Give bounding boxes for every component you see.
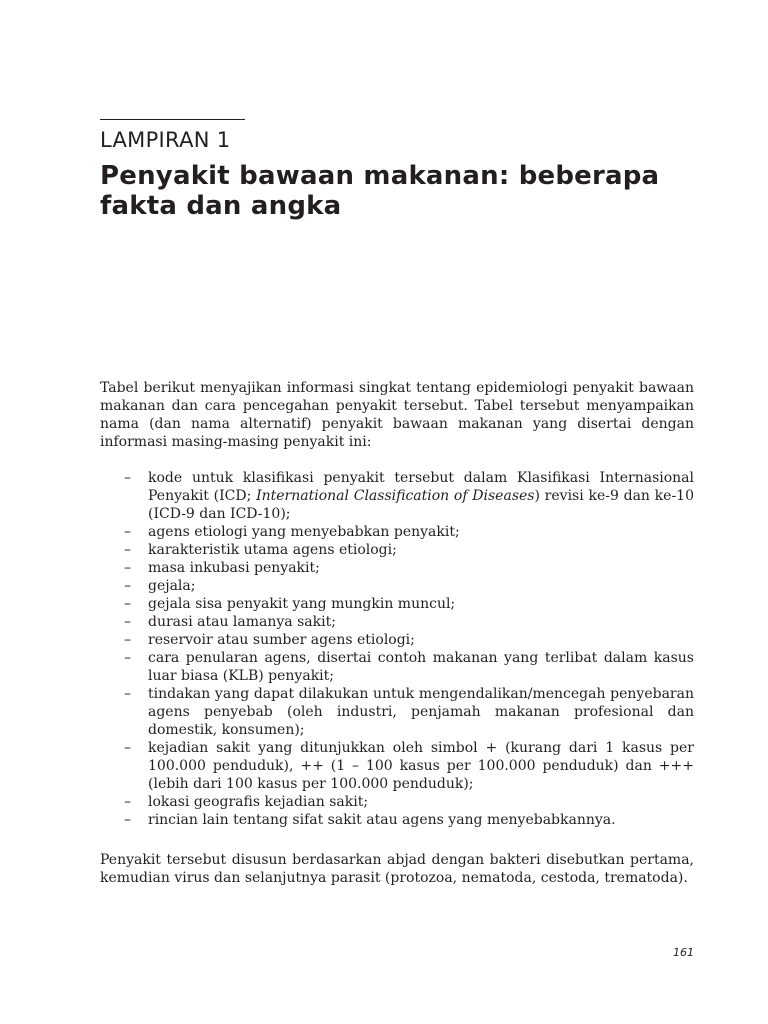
list-item bbox=[100, 811, 694, 829]
list-bullet: – bbox=[124, 470, 131, 486]
list-item bbox=[100, 577, 694, 595]
appendix-label: LAMPIRAN 1 bbox=[100, 128, 231, 152]
page-number: 161 bbox=[673, 946, 694, 959]
list-bullet: – bbox=[124, 542, 131, 558]
list-bullet: – bbox=[124, 686, 131, 702]
list-item bbox=[100, 541, 694, 559]
list-item bbox=[100, 613, 694, 631]
info-list bbox=[100, 469, 694, 829]
list-item-text: ) revisi ke-9 dan ke-10 (ICD-9 dan ICD-10); bbox=[148, 488, 694, 522]
list-bullet: – bbox=[124, 740, 131, 756]
list-bullet: – bbox=[124, 632, 131, 648]
list-item-text: gejala sisa penyakit yang mungkin muncul; bbox=[148, 596, 456, 612]
list-item bbox=[100, 739, 694, 793]
chapter-title: Penyakit bawaan makanan: beberapa fakta dan angka bbox=[100, 161, 660, 221]
list-item bbox=[100, 469, 694, 523]
list-bullet: – bbox=[124, 524, 131, 540]
list-item-text: tindakan yang dapat dilakukan untuk mengendalikan/mencegah penyebaran agens penyebab (oleh industri, penjamah makanan profesional dan domestik, konsumen); bbox=[148, 686, 694, 738]
list-item-text: rincian lain tentang sifat sakit atau agens yang menyebabkannya. bbox=[148, 812, 616, 828]
list-item bbox=[100, 649, 694, 685]
list-item-text: cara penularan agens, disertai contoh makanan yang terlibat dalam kasus luar biasa (KLB) penyakit; bbox=[148, 650, 694, 684]
list-item bbox=[100, 793, 694, 811]
list-item-text: reservoir atau sumber agens etiologi; bbox=[148, 632, 415, 648]
list-bullet: – bbox=[124, 650, 131, 666]
list-bullet: – bbox=[124, 596, 131, 612]
list-item-text: gejala; bbox=[148, 578, 196, 594]
list-bullet: – bbox=[124, 560, 131, 576]
list-item bbox=[100, 523, 694, 541]
list-item-text: durasi atau lamanya sakit; bbox=[148, 614, 336, 630]
list-item-text: masa inkubasi penyakit; bbox=[148, 560, 320, 576]
list-item bbox=[100, 685, 694, 739]
list-bullet: – bbox=[124, 812, 131, 828]
list-item bbox=[100, 631, 694, 649]
list-item-text: lokasi geografis kejadian sakit; bbox=[148, 794, 369, 810]
list-item-text: karakteristik utama agens etiologi; bbox=[148, 542, 397, 558]
intro-paragraph: Tabel berikut menyajikan informasi singkat tentang epidemiologi penyakit bawaan makanan dan cara pencegahan penyakit tersebut. Tabel tersebut menyampaikan nama (dan nama alternatif) penyakit bawaan makanan yang disertai dengan informasi masing-masing penyakit ini: bbox=[100, 380, 694, 450]
list-item-emphasis: International Classification of Diseases bbox=[256, 488, 535, 504]
list-item-text: kejadian sakit yang ditunjukkan oleh simbol + (kurang dari 1 kasus per 100.000 penduduk), ++ (1 – 100 kasus per 100.000 penduduk) dan +++ (lebih dari 100 kasus per 100.000 penduduk); bbox=[148, 740, 694, 792]
header-rule bbox=[100, 119, 245, 120]
list-bullet: – bbox=[124, 794, 131, 810]
list-item-text: agens etiologi yang menyebabkan penyakit; bbox=[148, 524, 460, 540]
list-item bbox=[100, 559, 694, 577]
closing-paragraph: Penyakit tersebut disusun berdasarkan abjad dengan bakteri disebutkan pertama, kemudian virus dan selanjutnya parasit (protozoa, nematoda, cestoda, trematoda). bbox=[100, 852, 694, 886]
list-item bbox=[100, 595, 694, 613]
list-item-text: kode untuk klasifikasi penyakit tersebut dalam Klasifikasi Internasional Penyakit (ICD; bbox=[148, 470, 694, 504]
list-bullet: – bbox=[124, 578, 131, 594]
list-bullet: – bbox=[124, 614, 131, 630]
